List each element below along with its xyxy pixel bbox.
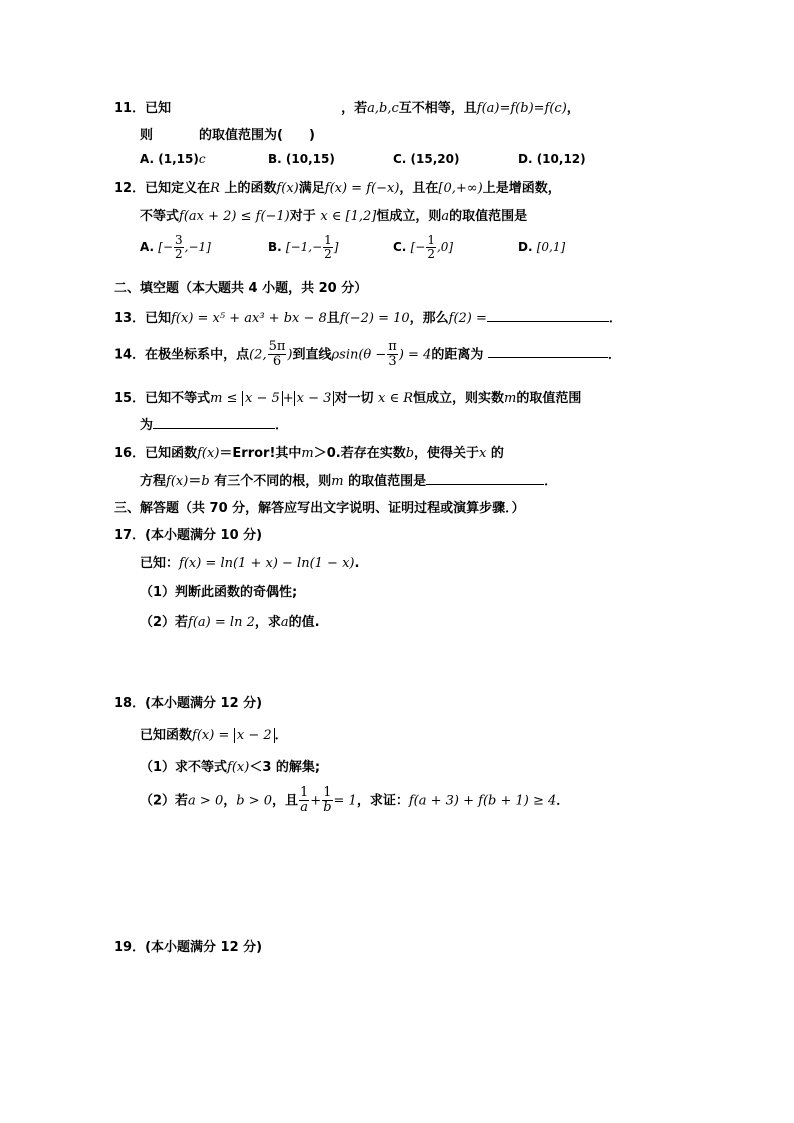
q11-option-a: A. (1,15)c xyxy=(140,152,206,166)
q14-line: 14．在极坐标系中，点(2, $\frac{5\pi}{6}$ )到直线ρsin(θ − $\frac{\pi}{3}$ ) = 4的距离为 ． xyxy=(114,339,621,370)
q15-line2: 为 ． xyxy=(140,418,289,433)
q15-answer-blank[interactable] xyxy=(153,416,275,429)
q18-given: 已知函数f(x) = x − 2 ． xyxy=(140,728,288,743)
q19-number: 19． xyxy=(114,940,146,955)
q18-title: 18．(本小题满分 12 分) xyxy=(114,696,263,711)
q16-line2: 方程f(x)＝b 有三个不同的根，则m 的取值范围是 ． xyxy=(140,474,558,489)
q17-part2: （2）若f(a) = ln 2，求a的值. xyxy=(140,615,320,630)
q16-number: 16． xyxy=(114,446,146,461)
q15-line1: 15．已知不等式m ≤ x − 5 + x − 3 对一切 x ∈ R恒成立，则实数m的取值范围 xyxy=(114,391,582,406)
q14-number: 14． xyxy=(114,347,146,363)
q15-number: 15． xyxy=(114,391,146,406)
q17-given: 已知：f(x) = ln(1 + x) − ln(1 − x). xyxy=(140,556,360,571)
q12-option-d: D. [0,1] xyxy=(518,240,566,254)
q18-part2: （2）若a > 0，b > 0，且 $\frac{1}{a}$ + $\frac{1}{b}$ = 1，求证：f(a + 3) + f(b + 1) ≥ 4． xyxy=(140,785,570,816)
q13-line: 13．已知f(x) = x⁵ + ax³ + bx − 8且f(−2) = 10，那么f(2) = ． xyxy=(114,311,622,326)
section2-heading: 二、填空题（本大题共 4 小题，共 20 分） xyxy=(114,281,368,296)
q11-line2: 则 的取值范围为( ) xyxy=(140,128,315,143)
q14-answer-blank[interactable] xyxy=(488,345,608,358)
q13-answer-blank[interactable] xyxy=(487,309,609,322)
q11-line1: 11．已知 ，若a,b,c互不相等，且f(a)=f(b)=f(c)， xyxy=(114,101,580,116)
q13-number: 13． xyxy=(114,311,146,326)
q19-title: 19．(本小题满分 12 分) xyxy=(114,940,263,955)
q11-option-d: D. (10,12) xyxy=(518,152,586,166)
q16-line1: 16．已知函数f(x)＝Error!其中m＞0.若存在实数b，使得关于x 的 xyxy=(114,446,504,461)
q17-part1: （1）判断此函数的奇偶性; xyxy=(140,585,298,600)
q11-option-b: B. (10,15) xyxy=(268,152,335,166)
q18-part1: （1）求不等式f(x)＜3 的解集; xyxy=(140,760,321,775)
q11-option-c: C. (15,20) xyxy=(393,152,460,166)
q11-number: 11． xyxy=(114,101,146,116)
q18-number: 18． xyxy=(114,696,146,711)
q12-option-a: A. [− $\frac{3}{2}$ ,−1] xyxy=(140,233,211,262)
q12-option-b: B. [−1,− $\frac{1}{2}$ ] xyxy=(268,233,339,262)
q16-answer-blank[interactable] xyxy=(426,472,544,485)
q12-line1: 12．已知定义在R 上的函数f(x)满足f(x) = f(−x)，且在[0,+∞)上是增函数， xyxy=(114,181,561,196)
section3-heading: 三、解答题（共 70 分，解答应写出文字说明、证明过程或演算步骤．） xyxy=(114,501,525,516)
q12-option-c: C. [− $\frac{1}{2}$ ,0] xyxy=(393,233,454,262)
q17-title: 17．(本小题满分 10 分) xyxy=(114,528,263,543)
q17-number: 17． xyxy=(114,528,146,543)
q12-number: 12． xyxy=(114,181,146,196)
q12-line2: 不等式f(ax + 2) ≤ f(−1)对于 x ∈ [1,2]恒成立，则a的取值范围是 xyxy=(140,209,528,224)
